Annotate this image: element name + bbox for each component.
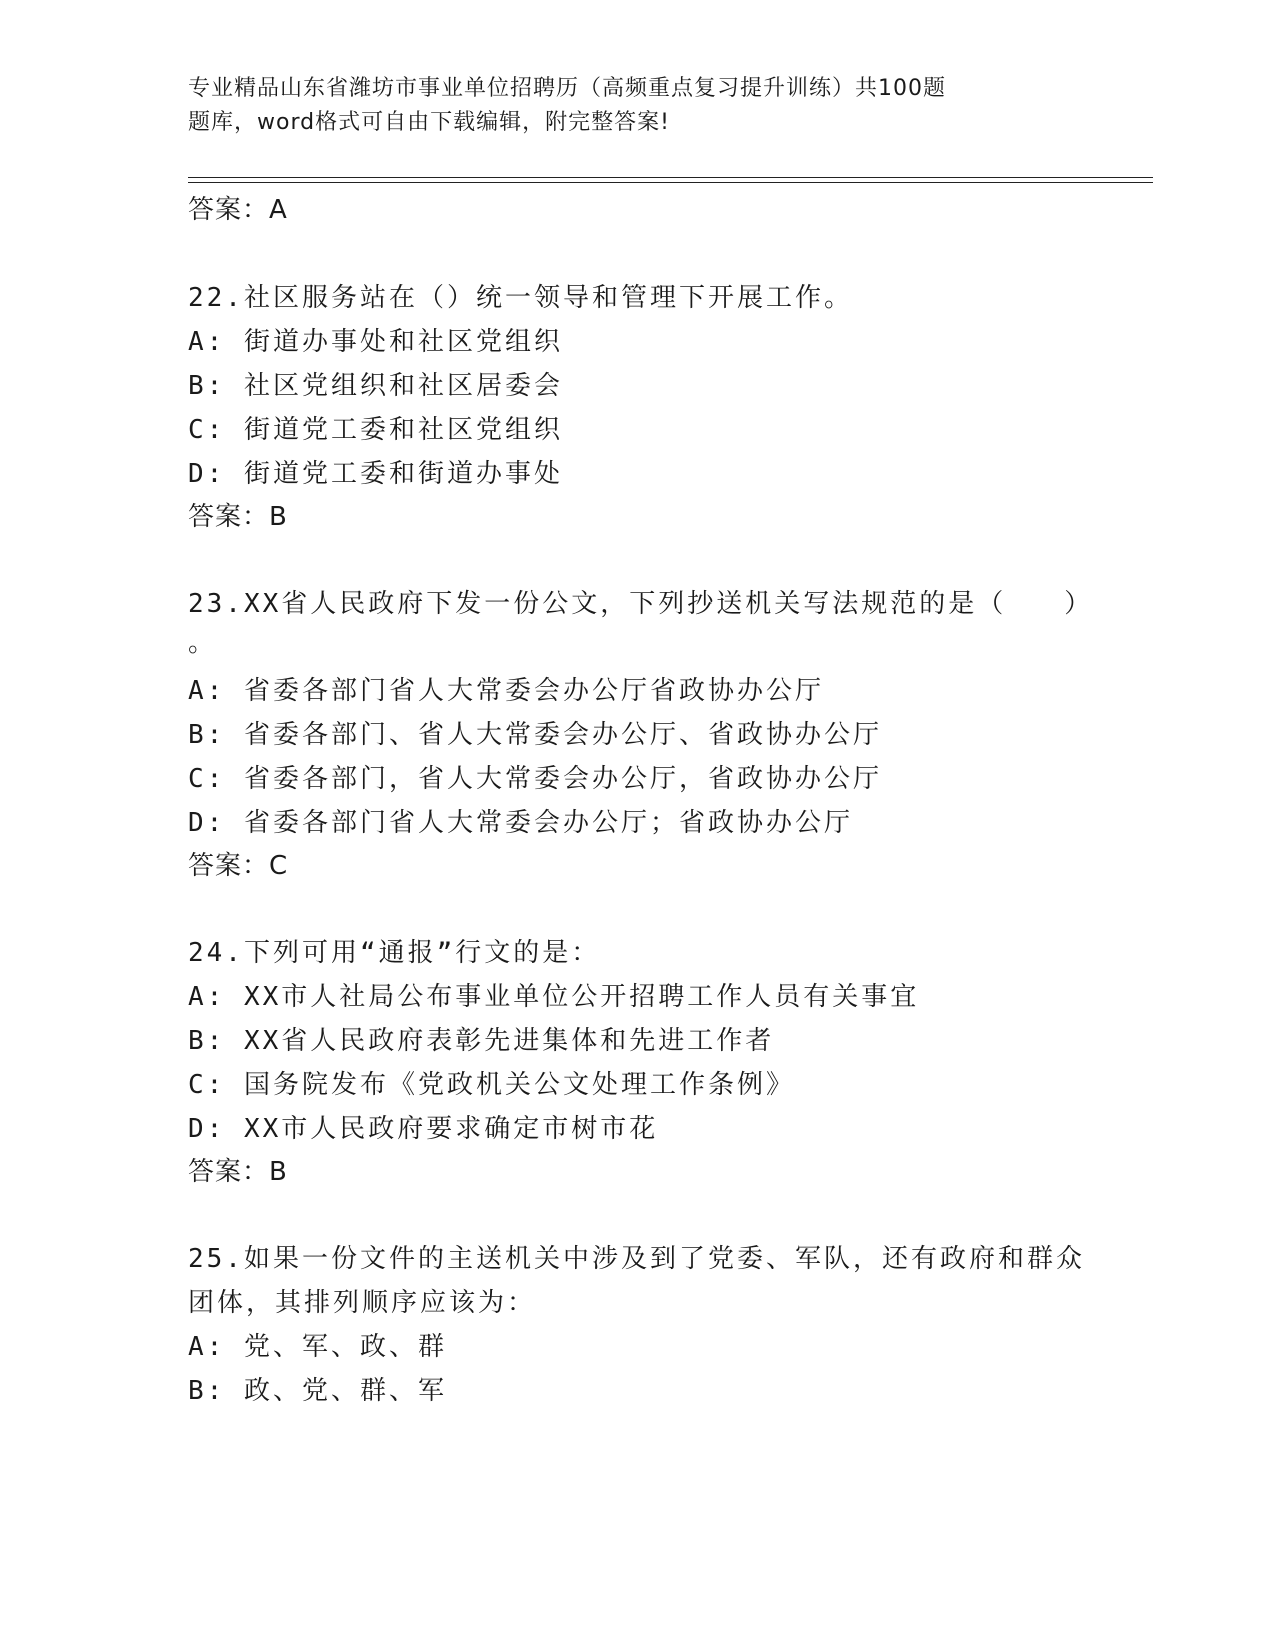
question-23-stem-continued: 。: [188, 628, 218, 658]
document-header: [188, 72, 1048, 140]
question-23-option-b: B: 省委各部门、省人大常委会办公厅、省政协办公厅: [188, 720, 882, 750]
question-25-option-a: A: 党、军、政、群: [188, 1332, 447, 1362]
question-25-stem: 25.如果一份文件的主送机关中涉及到了党委、军队，还有政府和群众: [188, 1244, 1085, 1274]
question-24-option-a: A: XX市人社局公布事业单位公开招聘工作人员有关事宜: [188, 982, 920, 1012]
header-divider-bottom: [188, 182, 1153, 183]
question-22-option-d: D: 街道党工委和街道办事处: [188, 459, 563, 489]
question-23-option-d: D: 省委各部门省人大常委会办公厅；省政协办公厅: [188, 808, 853, 838]
header-divider-top: [188, 177, 1153, 178]
question-24-option-b: B: XX省人民政府表彰先进集体和先进工作者: [188, 1026, 775, 1056]
answer-24: 答案：B: [188, 1157, 288, 1187]
question-24-option-c: C: 国务院发布《党政机关公文处理工作条例》: [188, 1070, 795, 1100]
question-22-option-b: B: 社区党组织和社区居委会: [188, 371, 563, 401]
answer-22: 答案：B: [188, 502, 288, 532]
question-24-stem: 24.下列可用“通报”行文的是：: [188, 938, 601, 968]
question-25-option-b: B: 政、党、群、军: [188, 1376, 447, 1406]
question-23-option-a: A: 省委各部门省人大常委会办公厅省政协办公厅: [188, 676, 824, 706]
question-23-option-c: C: 省委各部门，省人大常委会办公厅，省政协办公厅: [188, 764, 882, 794]
question-25-stem-continued: 团体，其排列顺序应该为：: [188, 1288, 537, 1318]
question-22-stem: 22.社区服务站在（）统一领导和管理下开展工作。: [188, 283, 853, 313]
question-23-stem: 23.XX省人民政府下发一份公文，下列抄送机关写法规范的是（ ）: [188, 589, 1094, 619]
answer-23: 答案：C: [188, 851, 289, 881]
question-24-option-d: D: XX市人民政府要求确定市树市花: [188, 1114, 659, 1144]
header-line-1: 专业精品山东省潍坊市事业单位招聘历（高频重点复习提升训练）共100题: [188, 76, 946, 101]
header-line-2: 题库，word格式可自由下载编辑，附完整答案!: [188, 110, 670, 135]
question-22-option-a: A: 街道办事处和社区党组织: [188, 327, 563, 357]
question-22-option-c: C: 街道党工委和社区党组织: [188, 415, 563, 445]
answer-21: 答案：A: [188, 195, 288, 225]
